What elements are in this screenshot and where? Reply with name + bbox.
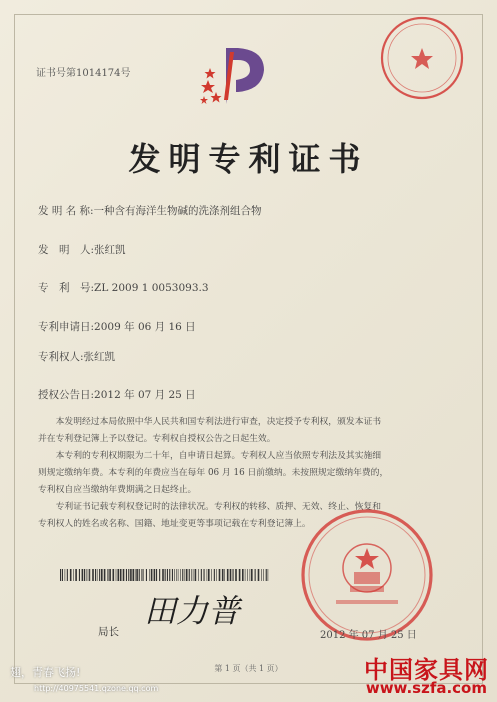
body-line: 则规定缴纳年费。本专利的年费应当在每年 06 月 16 日前缴纳。未按照规定缴纳年费的， bbox=[38, 468, 389, 478]
patent-holder-label: 专利权人: bbox=[38, 351, 84, 363]
certificate-number: 证书号第1014174号 bbox=[36, 68, 131, 79]
filing-date-row bbox=[38, 319, 196, 334]
patent-holder-value: 张红凯 bbox=[83, 351, 116, 363]
body-line: 专利证书记载专利权登记时的法律状况。专利权的转移、质押、无效、终止、恢复和 bbox=[55, 502, 382, 512]
body-line: 本发明经过本局依照中华人民共和国专利法进行审查，决定授予专利权，颁发本证书 bbox=[55, 417, 382, 427]
filing-date-label: 专利申请日: bbox=[38, 321, 95, 333]
inventor-value: 张红凯 bbox=[94, 244, 126, 256]
patent-office-logo-icon bbox=[196, 40, 276, 112]
seal-date: 2012 年 07 月 25 日 bbox=[320, 630, 417, 641]
director-label: 局长 bbox=[98, 626, 119, 638]
barcode bbox=[60, 569, 270, 581]
patent-holder-row bbox=[38, 349, 115, 364]
watermark-brand-logo: 中国家具网 bbox=[364, 656, 489, 684]
grant-date-label: 授权公告日: bbox=[38, 389, 95, 401]
director-signature-text: 田力普 bbox=[144, 592, 241, 630]
watermark-left-url: http://40975541.qzone.qq.com bbox=[34, 684, 159, 693]
watermark-brand-url: www.szfa.com bbox=[365, 679, 487, 697]
grant-date-value: 2012 年 07 月 25 日 bbox=[94, 389, 196, 401]
body-line: 本专利的专利权期限为二十年，自申请日起算。专利权人应当依照专利法及其实施细 bbox=[55, 451, 382, 461]
body-line: 并在专利登记簿上予以登记。专利权自授权公告之日起生效。 bbox=[38, 434, 276, 444]
certificate-title: 发明专利证书 bbox=[128, 140, 369, 178]
inventor-label: 发 明 人: bbox=[38, 244, 95, 256]
invention-name-value: 一种含有海洋生物碱的洗涤剂组合物 bbox=[93, 205, 262, 217]
body-line: 专利权人的姓名或名称、国籍、地址变更等事项记载在专利登记簿上。 bbox=[38, 519, 311, 529]
inventor-row bbox=[38, 242, 126, 257]
filing-date-value: 2009 年 06 月 16 日 bbox=[94, 321, 196, 333]
body-line: 专利权自应当缴纳年费期满之日起终止。 bbox=[38, 485, 197, 495]
grant-date-row bbox=[38, 387, 196, 402]
patent-number-value: ZL 2009 1 0053093.3 bbox=[94, 282, 209, 294]
director-signature bbox=[140, 584, 250, 632]
invention-name-row bbox=[38, 203, 262, 218]
registration-seal-icon bbox=[372, 8, 472, 108]
patent-number-row bbox=[38, 280, 209, 295]
patent-number-label: 专 利 号: bbox=[38, 282, 95, 294]
watermark-left-text: 翅，青春飞扬! bbox=[10, 666, 81, 679]
invention-name-label: 发 明 名 称: bbox=[38, 205, 94, 217]
page-indicator: 第 1 页（共 1 页） bbox=[214, 664, 283, 673]
